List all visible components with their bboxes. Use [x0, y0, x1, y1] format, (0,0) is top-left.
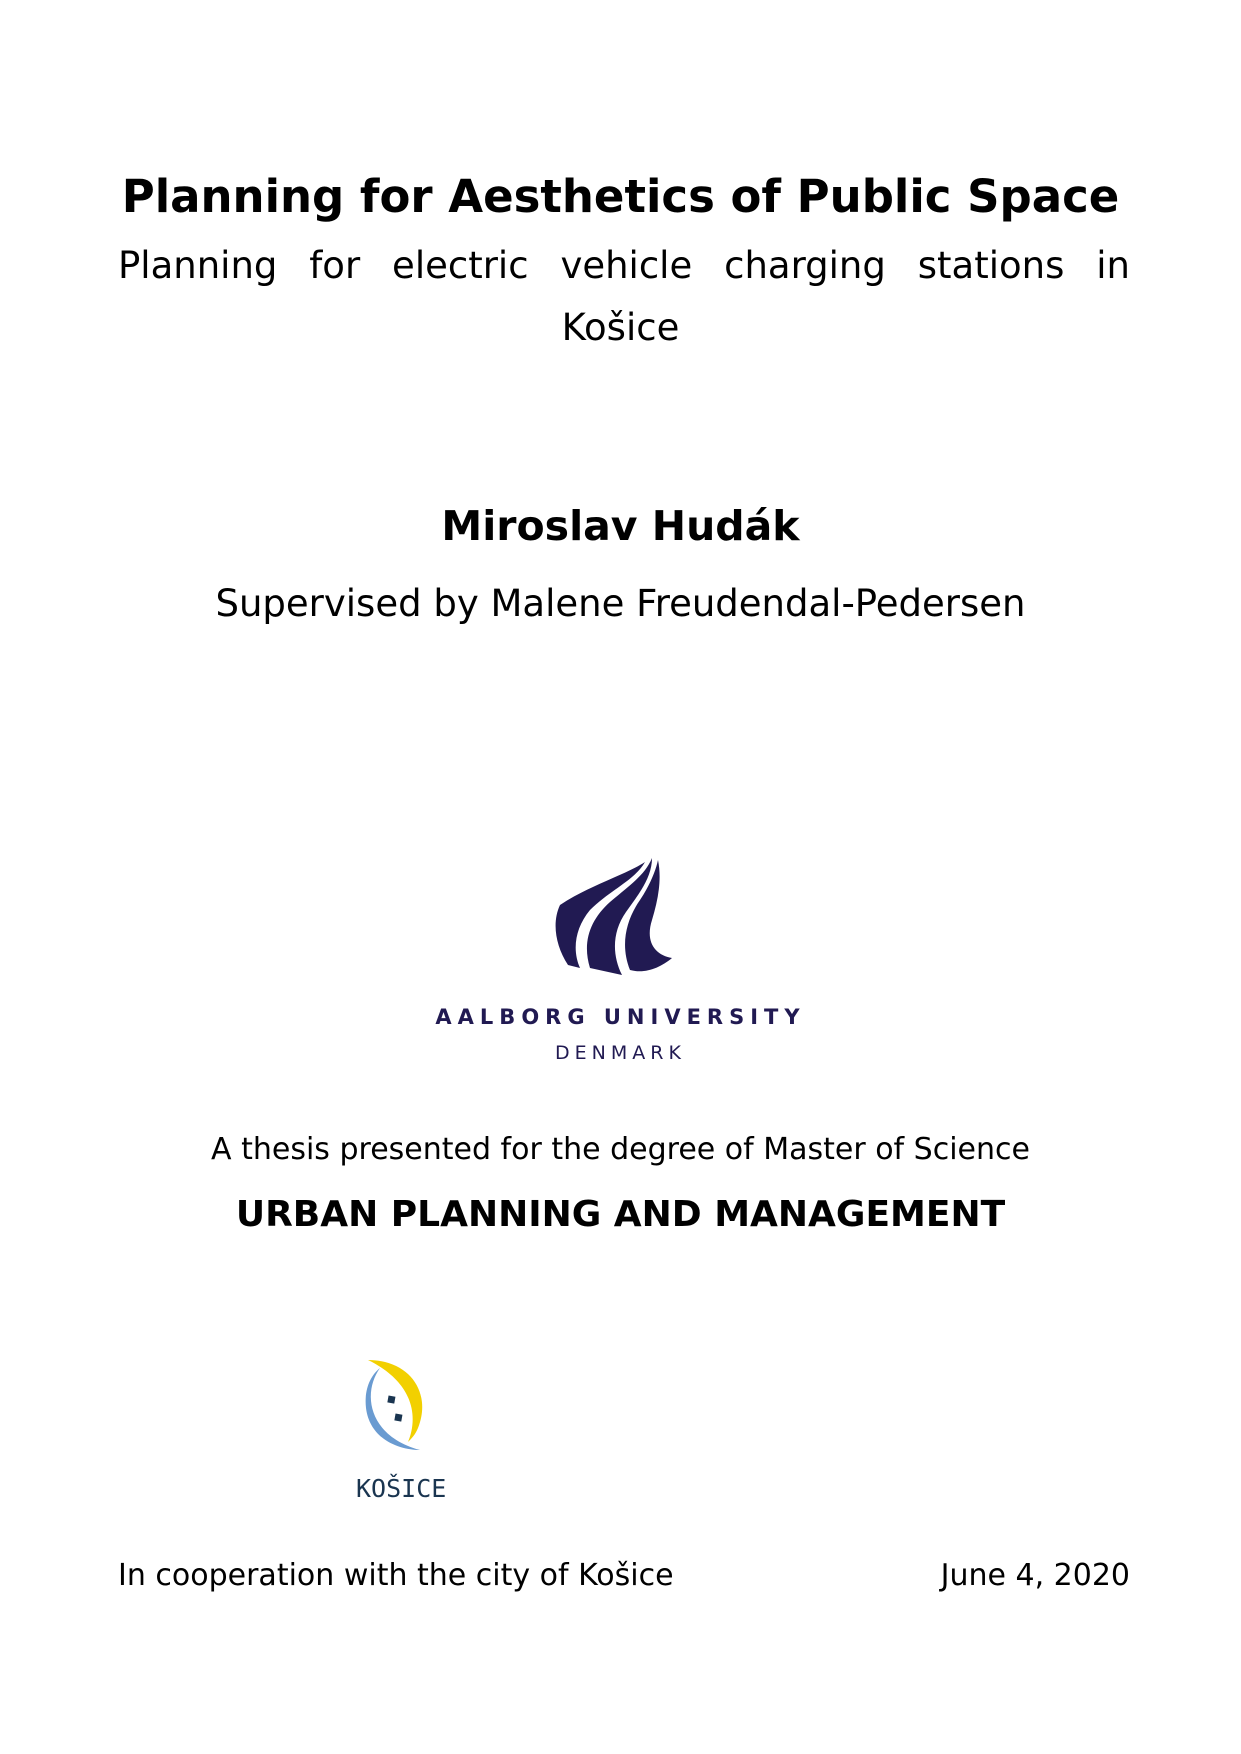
thesis-title: Planning for Aesthetics of Public Space [121, 170, 1120, 223]
aalborg-university-logo-icon [440, 850, 800, 990]
degree-statement: A thesis presented for the degree of Master of Science [211, 1132, 1030, 1167]
cooperation-statement: In cooperation with the city of Košice [118, 1558, 674, 1593]
supervisor: Supervised by Malene Freudendal-Pedersen [215, 582, 1026, 625]
kosice-city-logo-icon [360, 1358, 440, 1458]
university-country: DENMARK [555, 1042, 686, 1064]
subtitle-line-2: Košice [561, 306, 680, 349]
programme-name: URBAN PLANNING AND MANAGEMENT [235, 1194, 1006, 1235]
submission-date: June 4, 2020 [940, 1558, 1130, 1593]
university-name: AALBORG UNIVERSITY [435, 1005, 806, 1029]
city-name: KOŠICE [356, 1474, 447, 1503]
author-name: Miroslav Hudák [441, 502, 800, 550]
subtitle-line-1: Planning for electric vehicle charging stations in [118, 244, 1130, 287]
